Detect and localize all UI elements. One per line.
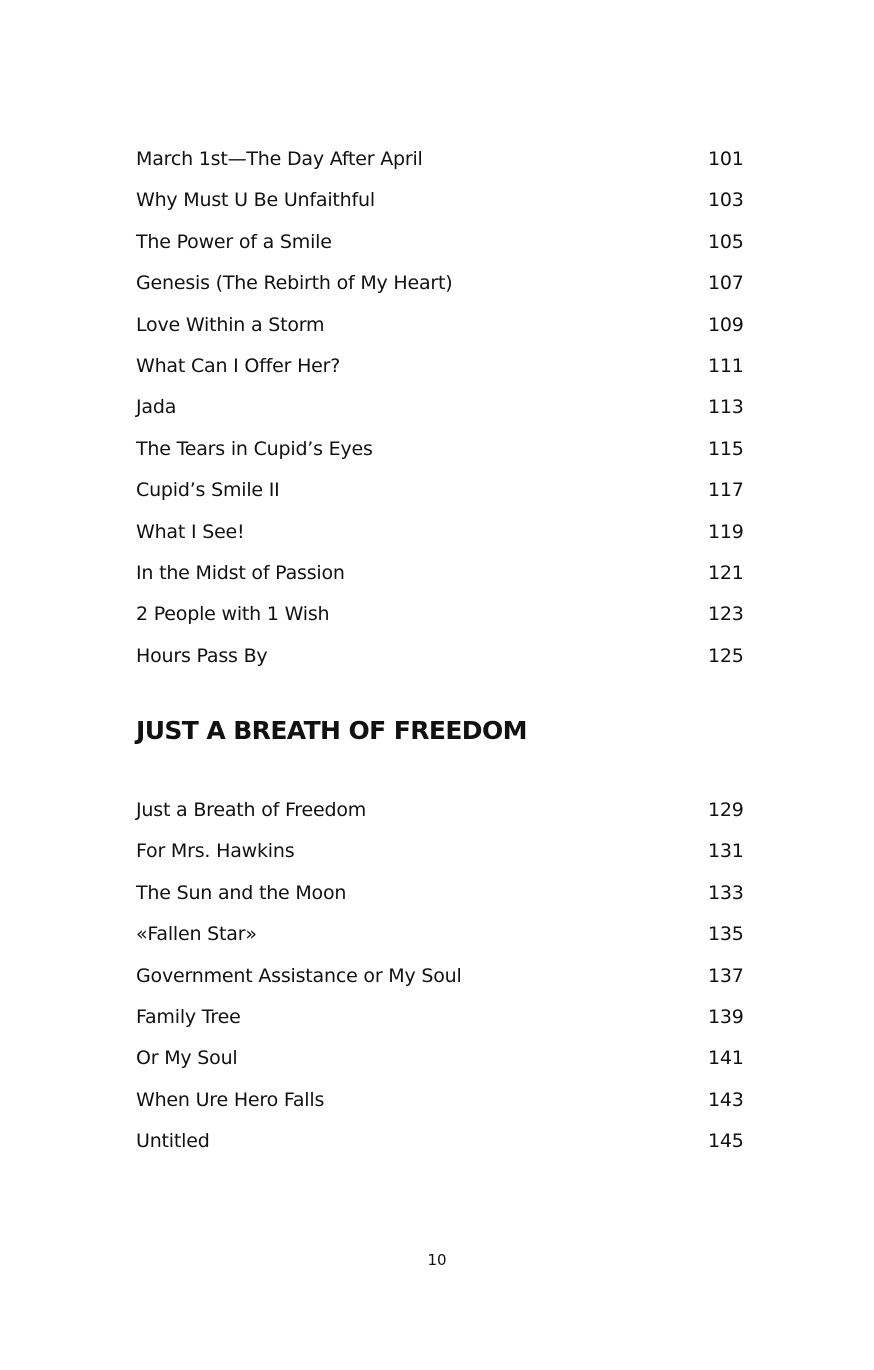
toc-entry	[136, 477, 746, 518]
toc-title: Hours Pass By	[136, 644, 268, 667]
toc-entry	[136, 270, 746, 311]
toc-page-number: 119	[708, 520, 744, 543]
toc-entry	[136, 601, 746, 642]
toc-title: Why Must U Be Unfaithful	[136, 189, 375, 212]
toc-entry	[136, 1045, 746, 1086]
toc-page-number: 107	[708, 272, 744, 295]
toc-title: The Tears in Cupid’s Eyes	[136, 437, 373, 460]
toc-page-number: 121	[708, 561, 744, 584]
toc-page-number: 139	[708, 1005, 744, 1028]
toc-page-number: 105	[708, 230, 744, 253]
toc-entry	[136, 519, 746, 560]
toc-title: What I See!	[136, 520, 245, 543]
toc-page-number: 133	[708, 881, 744, 904]
toc-entry	[136, 229, 746, 270]
toc-entry	[136, 312, 746, 353]
toc-title: Jada	[136, 396, 177, 419]
page-number: 10	[427, 1251, 447, 1269]
toc-title: 2 People with 1 Wish	[136, 603, 330, 626]
toc-page-number: 129	[708, 799, 744, 821]
toc-title: The Sun and the Moon	[136, 881, 347, 904]
toc-title: Genesis (The Rebirth of My Heart)	[136, 272, 453, 295]
section-heading: JUST A BREATH OF FREEDOM	[136, 716, 527, 745]
toc-title: Government Assistance or My Soul	[136, 964, 462, 987]
toc-entry	[136, 1004, 746, 1045]
toc-title: Love Within a Storm	[136, 313, 325, 336]
toc-list-part1	[136, 146, 746, 684]
toc-entry	[136, 1087, 746, 1128]
toc-page-number: 143	[708, 1088, 744, 1111]
toc-page-number: 113	[708, 396, 744, 419]
toc-list-part2	[136, 797, 746, 1170]
toc-title: Family Tree	[136, 1005, 241, 1028]
toc-entry	[136, 921, 746, 962]
toc-entry	[136, 146, 746, 187]
toc-title: Or My Soul	[136, 1047, 238, 1070]
toc-entry	[136, 353, 746, 394]
toc-page-number: 123	[708, 603, 744, 626]
toc-entry	[136, 394, 746, 435]
toc-page-number: 131	[708, 840, 744, 863]
toc-page-number: 111	[708, 354, 744, 377]
toc-entry	[136, 880, 746, 921]
toc-title: Cupid’s Smile II	[136, 479, 280, 502]
toc-page-number: 109	[708, 313, 744, 336]
toc-entry	[136, 560, 746, 601]
toc-page-number: 141	[708, 1047, 744, 1070]
toc-page-number: 117	[708, 479, 744, 502]
toc-entry	[136, 838, 746, 879]
toc-title: In the Midst of Passion	[136, 561, 345, 584]
toc-entry	[136, 963, 746, 1004]
toc-title: For Mrs. Hawkins	[136, 840, 295, 863]
toc-title: Just a Breath of Freedom	[136, 799, 367, 821]
toc-title: The Power of a Smile	[136, 230, 332, 253]
toc-title: Untitled	[136, 1130, 210, 1153]
toc-entry	[136, 1128, 746, 1169]
toc-page-number: 125	[708, 644, 744, 667]
toc-title: March 1st—The Day After April	[136, 148, 423, 170]
toc-entry	[136, 436, 746, 477]
toc-page-number: 135	[708, 923, 744, 946]
toc-entry	[136, 643, 746, 684]
toc-page-number: 103	[708, 189, 744, 212]
toc-page-number: 137	[708, 964, 744, 987]
toc-page-number: 145	[708, 1130, 744, 1153]
toc-page-number: 101	[708, 148, 744, 170]
toc-entry	[136, 187, 746, 228]
toc-title: «Fallen Star»	[136, 923, 257, 946]
toc-page-number: 115	[708, 437, 744, 460]
toc-title: When Ure Hero Falls	[136, 1088, 325, 1111]
toc-entry	[136, 797, 746, 838]
toc-title: What Can I Offer Her?	[136, 354, 341, 377]
